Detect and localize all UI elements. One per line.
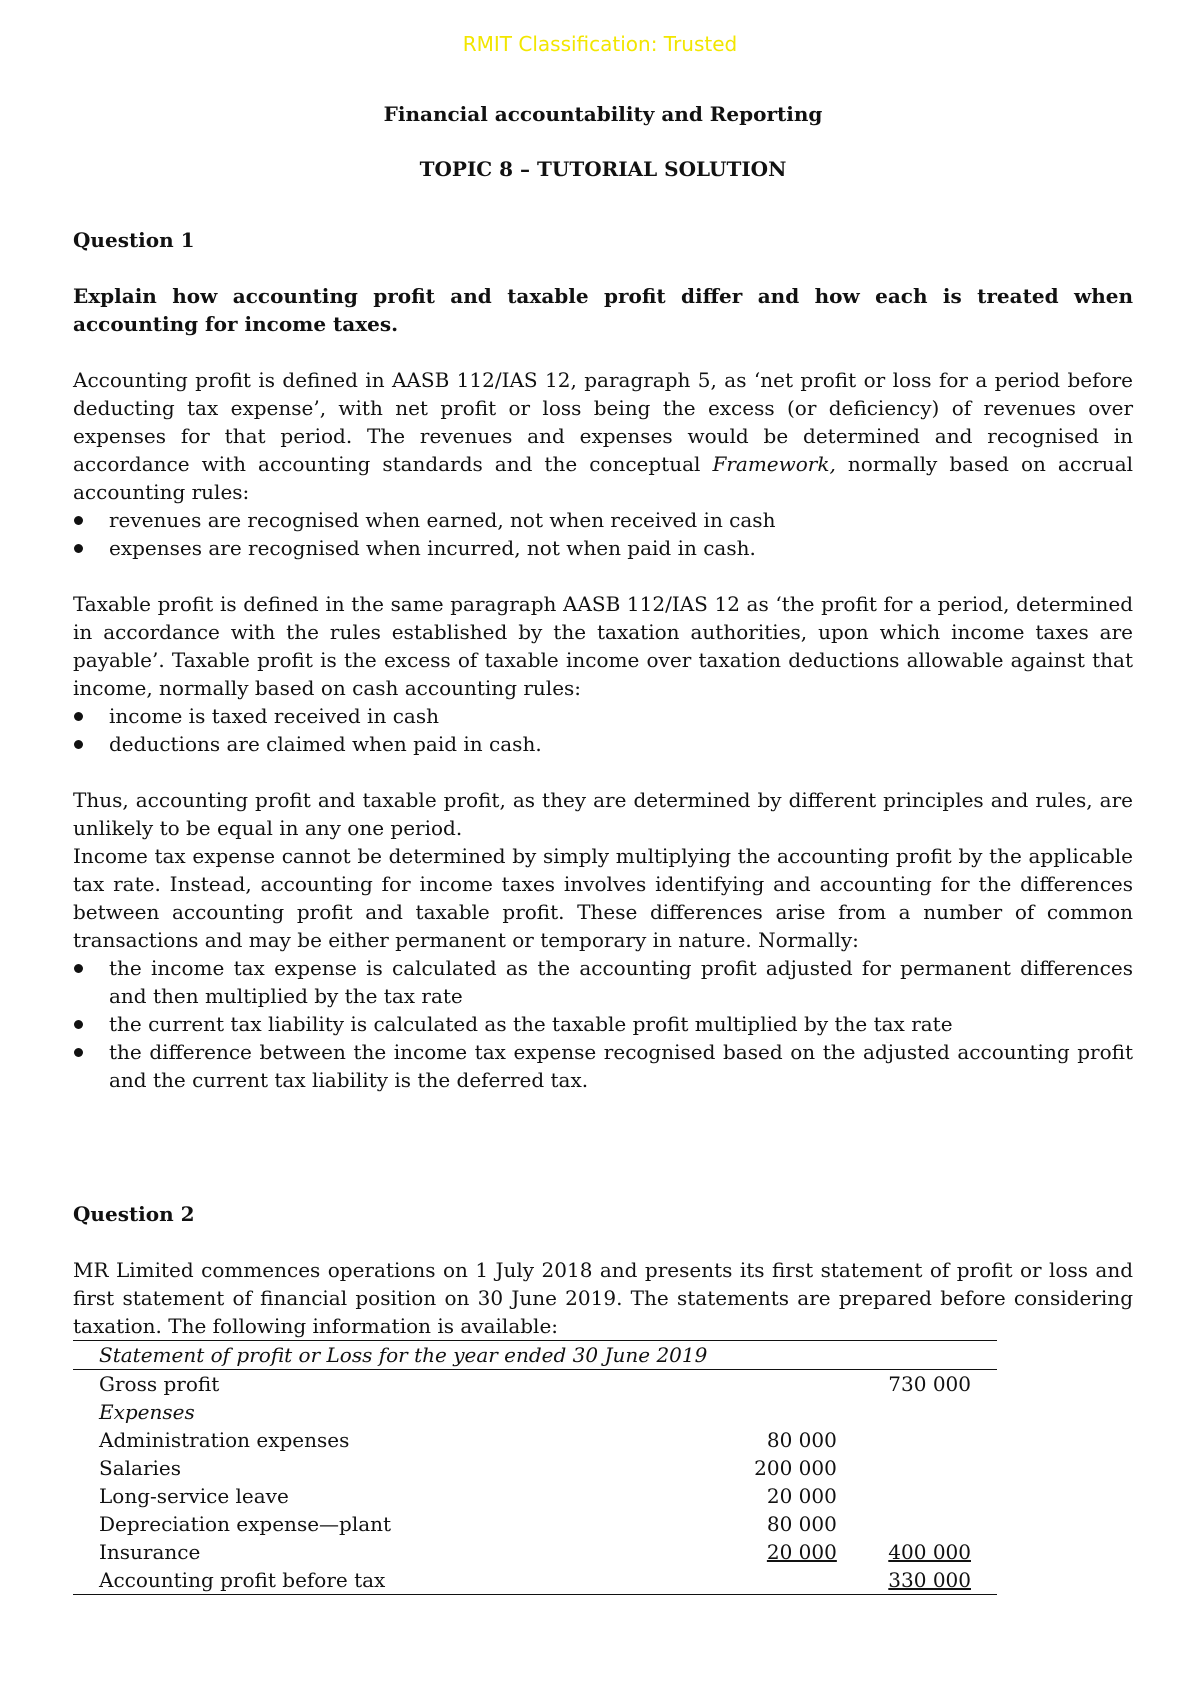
list-item: deductions are claimed when paid in cash. — [73, 730, 1133, 758]
table-row — [73, 1398, 997, 1426]
table-row-total — [73, 1566, 997, 1595]
row-value-col1: 80 000 — [766, 1428, 837, 1452]
section-spacer — [73, 1122, 1133, 1200]
framework-term: Framework, — [712, 452, 836, 476]
list-item: revenues are recognised when earned, not when received in cash — [73, 506, 1133, 534]
row-label: Depreciation expense—plant — [99, 1512, 392, 1536]
row-label: Gross profit — [99, 1372, 220, 1396]
question-2-intro: MR Limited commences operations on 1 July 2018 and presents its first statement of profit or loss and first statement of financial position on 30 June 2019. The statements are prepared before considering taxation. The following information is available: — [73, 1258, 1133, 1338]
row-value-col2 — [837, 1510, 997, 1538]
list-item: income is taxed received in cash — [73, 702, 1133, 730]
row-label: Insurance — [99, 1540, 201, 1564]
q1-paragraph-income-tax-expense: Income tax expense cannot be determined by simply multiplying the accounting profit by the applicable tax rate. Instead, accounting for income taxes involves identifying and accounting for the differences between accounting profit and taxable profit. These differences arise from a number of common transactions and may be either permanent or temporary in nature. Normally: — [73, 844, 1133, 952]
row-value-col2: 330 000 — [888, 1568, 971, 1592]
table-row — [73, 1538, 997, 1566]
row-label: Expenses — [99, 1400, 195, 1424]
row-value-col2 — [837, 1454, 997, 1482]
row-label: Accounting profit before tax — [99, 1568, 386, 1592]
row-value-col2 — [837, 1398, 997, 1426]
row-value-col1: 200 000 — [754, 1456, 837, 1480]
question-1-heading: Question 1 — [73, 228, 195, 252]
list-item: expenses are recognised when incurred, not when paid in cash. — [73, 534, 1133, 562]
row-value-col1: 20 000 — [766, 1540, 837, 1564]
document-subtitle: TOPIC 8 – TUTORIAL SOLUTION — [419, 157, 787, 181]
q1-para1-tail: normally based on accrual accounting rules: — [73, 452, 1134, 504]
row-value-col1 — [643, 1370, 837, 1399]
row-value-col2: 400 000 — [888, 1540, 971, 1564]
table-row — [73, 1454, 997, 1482]
profit-loss-statement-table — [73, 1340, 997, 1595]
list-item: the current tax liability is calculated as the taxable profit multiplied by the tax rate — [73, 1010, 1133, 1038]
row-value-col2-cell — [837, 1538, 997, 1566]
accrual-rules-list — [73, 506, 1133, 562]
table-row — [73, 1482, 997, 1510]
row-value-col1-cell — [643, 1538, 837, 1566]
row-label: Salaries — [99, 1456, 182, 1480]
row-value-col2 — [837, 1426, 997, 1454]
tax-treatment-list — [73, 954, 1133, 1094]
document-title: Financial accountability and Reporting — [383, 102, 823, 126]
row-label: Administration expenses — [99, 1428, 350, 1452]
row-value-col1: 80 000 — [766, 1512, 837, 1536]
q1-paragraph-conclusion: Thus, accounting profit and taxable profit, as they are determined by different principles and rules, are unlikely to be equal in any one period. — [73, 788, 1133, 840]
row-value-col2 — [837, 1482, 997, 1510]
row-value-col2: 730 000 — [888, 1372, 971, 1396]
row-value-col2-cell — [837, 1566, 997, 1595]
document-body — [73, 100, 1133, 1595]
question-2-heading: Question 2 — [73, 1202, 195, 1226]
row-label: Long-service leave — [99, 1484, 289, 1508]
table-row — [73, 1370, 997, 1399]
table-row — [73, 1426, 997, 1454]
row-value-col1 — [643, 1566, 837, 1595]
table-caption: Statement of profit or Loss for the year ended 30 June 2019 — [73, 1341, 997, 1370]
cash-rules-list — [73, 702, 1133, 758]
q1-para1-text: Accounting profit is defined in AASB 112/IAS 12, paragraph 5, as ‘net profit or loss for a period before deducting tax expense’, with net profit or loss being the excess (or deficiency) of revenues over expenses for that period. The revenues and expenses would be determined and recognised in accordance with accounting standards and the conceptual — [73, 368, 1133, 476]
table-caption-row — [73, 1341, 997, 1370]
q1-paragraph-taxable-profit: Taxable profit is defined in the same paragraph AASB 112/IAS 12 as ‘the profit for a period, determined in accordance with the rules established by the taxation authorities, upon which income taxes are payable’. Taxable profit is the excess of taxable income over taxation deductions allowable against that income, normally based on cash accounting rules: — [73, 592, 1133, 700]
list-item: the income tax expense is calculated as the accounting profit adjusted for permanent differences and then multiplied by the tax rate — [73, 954, 1133, 1010]
row-value-col1: 20 000 — [766, 1484, 837, 1508]
row-value-col1 — [643, 1398, 837, 1426]
q1-paragraph-accounting-profit — [73, 366, 1133, 506]
classification-label: RMIT Classification: Trusted — [462, 32, 738, 56]
question-1-prompt: Explain how accounting profit and taxable profit differ and how each is treated when accounting for income taxes. — [73, 284, 1133, 336]
table-row — [73, 1510, 997, 1538]
list-item: the difference between the income tax expense recognised based on the adjusted accounting profit and the current tax liability is the deferred tax. — [73, 1038, 1133, 1094]
